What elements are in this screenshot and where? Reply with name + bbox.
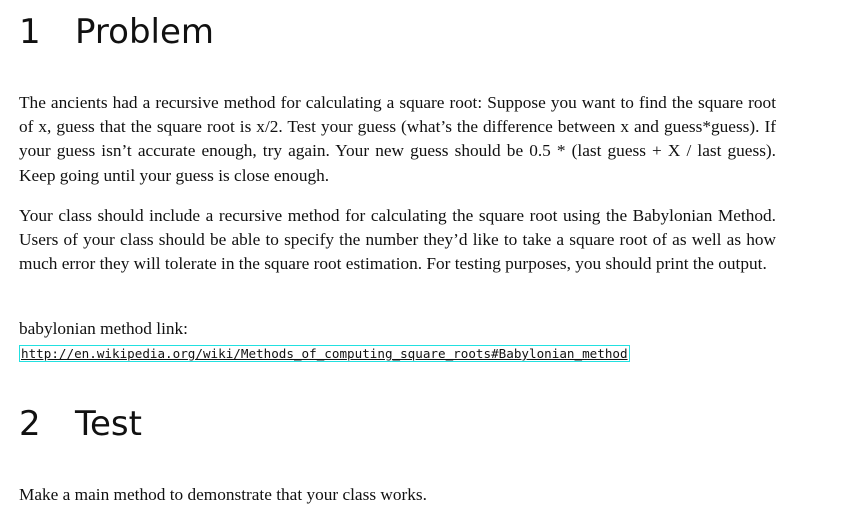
section-number: 2: [19, 404, 41, 444]
problem-paragraph-1: The ancients had a recursive method for calculating a square root: Suppose you want to find the square root of x, guess that the square root is x/2. Test your guess (what’s the difference between x and guess*guess). If your guess isn’t accurate enough, try again. Your new guess should be 0.5 * (last guess + X / last guess). Keep going until your guess is close enough.: [19, 93, 776, 185]
section-title: Test: [75, 404, 142, 444]
test-paragraph-1: Make a main method to demonstrate that your class works.: [19, 485, 427, 504]
problem-paragraph-2: Your class should include a recursive method for calculating the square root using the Babylonian Method. Users of your class should be able to specify the number they’d like to take a square root of as well as how much error they will tolerate in the square root estimation. For testing purposes, you should print the output.: [19, 206, 776, 274]
section-number: 1: [19, 12, 41, 52]
section-heading-problem: [19, 12, 214, 52]
link-label: babylonian method link:: [19, 319, 188, 338]
section-heading-test: [19, 404, 142, 444]
babylonian-method-link[interactable]: http://en.wikipedia.org/wiki/Methods_of_computing_square_roots#Babylonian_method: [21, 346, 628, 361]
section-title: Problem: [75, 12, 215, 52]
